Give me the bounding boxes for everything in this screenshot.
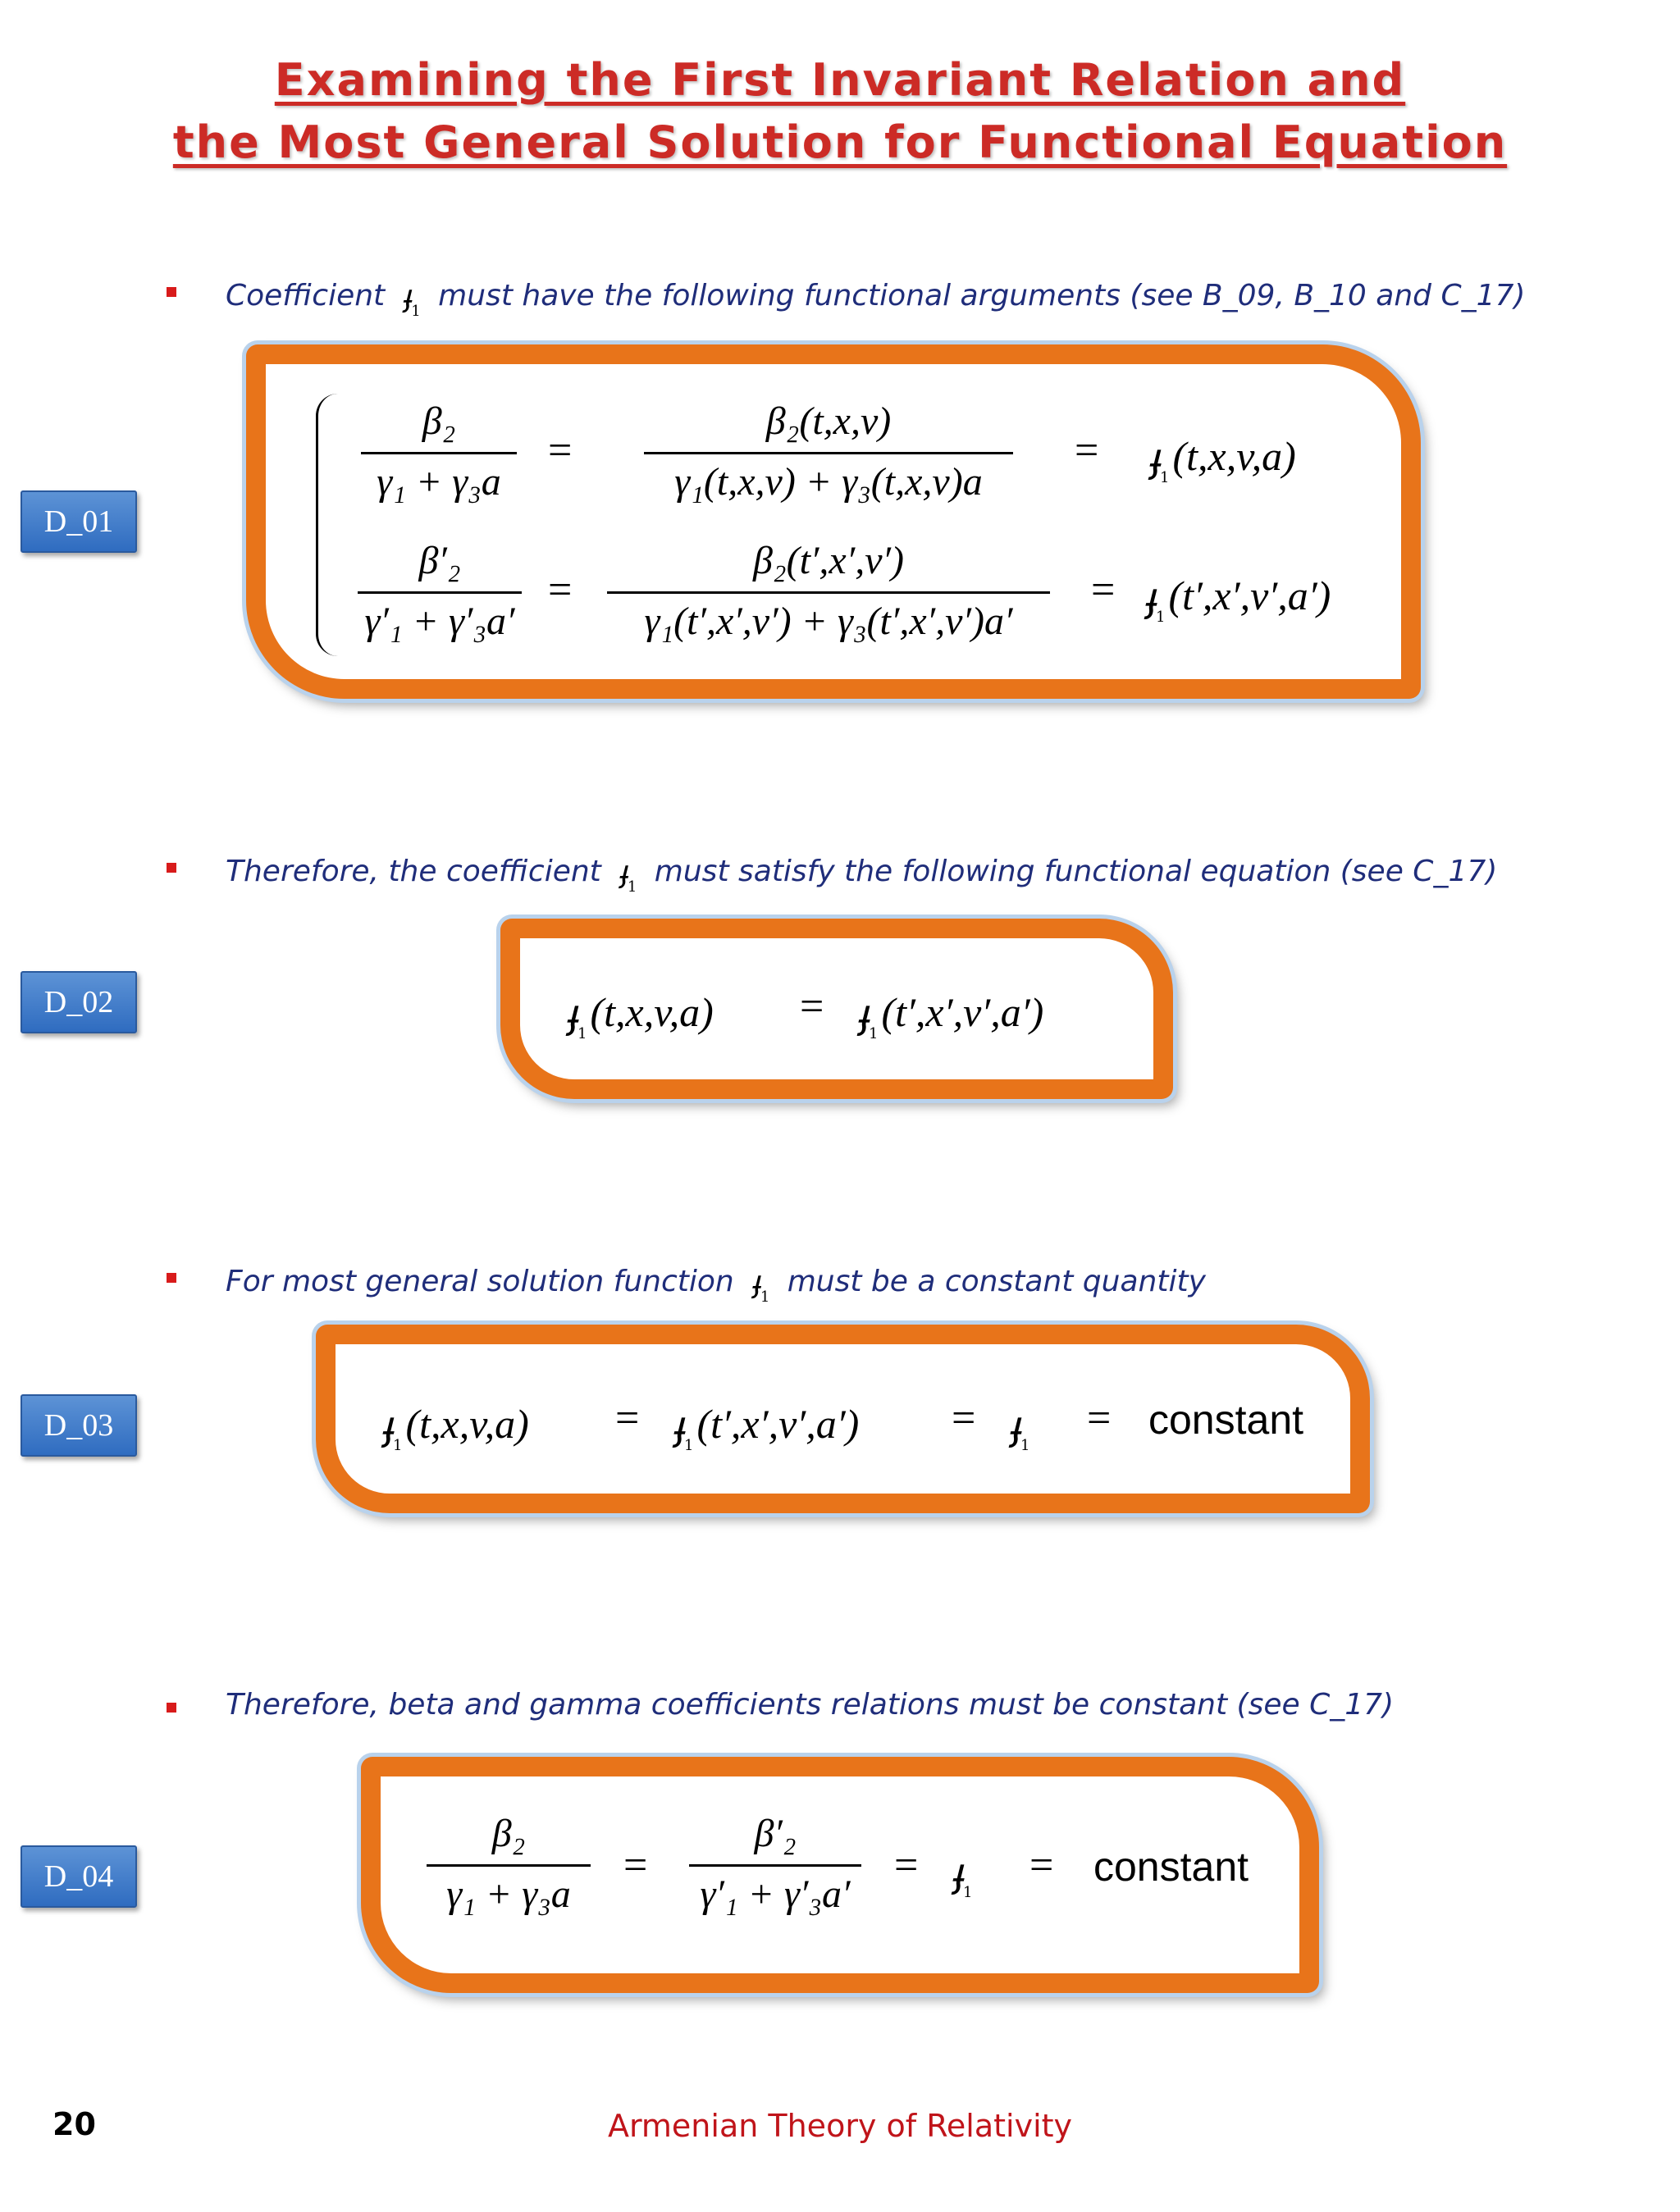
zeta-symbol: ֈ$_1$ [857,988,879,1042]
zeta-function-row1: ֈ$_1$(t,x,v,a) [1148,432,1296,486]
page-title-line-2: the Most General Solution for Functional Equation [172,116,1508,168]
equals-sign: = [952,1395,976,1442]
constant-label: constant [1148,1397,1304,1443]
equation-tag-d04[interactable]: D_04 [21,1845,137,1908]
zeta-symbol: ֈ$_1$ [751,1262,770,1306]
zeta-symbol: ֈ$_1$ [1009,1400,1030,1454]
zeta-symbol: ֈ$_1$ [1148,432,1170,486]
equation-tag-d03[interactable]: D_03 [21,1394,137,1457]
zeta-symbol: ֈ$_1$ [619,852,637,896]
zeta-constant [952,1841,975,1901]
fraction-mid-row2: $\frac{\text{β₂(t′,x′,v′)}}{\text{γ₁(t′,x′,v′) + γ₃(t′,x′,v′)a′}}$ [607,538,1050,644]
equals-sign: = [615,1395,640,1442]
zeta-symbol: ֈ$_1$ [381,1400,403,1454]
bullet-marker [167,863,176,873]
footer-title: Armenian Theory of Relativity [607,2108,1073,2144]
zeta-symbol: ֈ$_1$ [673,1400,694,1454]
equals-sign: = [1029,1842,1054,1889]
zeta-symbol: ֈ$_1$ [952,1847,973,1901]
zeta-symbol: ֈ$_1$ [1144,572,1166,626]
fraction-lhs-row1: $\frac{\text{β₂}}{\text{γ₁ + γ₃a}}$ [361,399,517,504]
caption-d03: For most general solution function ֈ$_1$ must be a constant quantity [226,1262,1206,1306]
page-title-line-1: Examining the First Invariant Relation and [274,54,1406,106]
equation-tag-d02[interactable]: D_02 [21,971,137,1033]
equals-sign: = [623,1842,648,1889]
equals-sign: = [800,983,824,1030]
caption-text: Coefficient [226,279,386,312]
system-brace [316,394,338,656]
equals-sign: = [1075,427,1099,474]
fraction-mid: $\frac{\text{β′₂}}{\text{γ′₁ + γ′₃a′}}$ [689,1811,861,1917]
fraction-mid-row1: $\frac{\text{β₂(t,x,v)}}{\text{γ₁(t,x,v) + γ₃(t,x,v)a}}$ [644,399,1013,504]
zeta-function-row2: ֈ$_1$(t′,x′,v′,a′) [1144,572,1331,626]
equals-sign: = [548,567,573,613]
caption-text: must have the following functional arguments (see B_09, B_10 and C_17) [438,279,1526,312]
zeta-function-left: ֈ$_1$(t,x,v,a) [566,988,714,1042]
zeta-symbol: ֈ$_1$ [566,988,587,1042]
caption-d01 [226,272,1526,320]
zeta-symbol: ֈ$_1$ [402,276,421,320]
zeta-function-mid: ֈ$_1$(t′,x′,v′,a′) [673,1400,860,1454]
equals-sign: = [1091,567,1116,613]
equation-box-d01 [246,344,1421,699]
equals-sign: = [548,427,573,474]
fraction-lhs: $\frac{\text{β₂}}{\text{γ₁ + γ₃a}}$ [427,1811,591,1917]
equation-tag-d01[interactable]: D_01 [21,490,137,553]
equals-sign: = [1087,1395,1112,1442]
caption-d02: Therefore, the coefficient ֈ$_1$ must satisfy the following functional equation (see C_17) [226,852,1498,896]
bullet-marker [167,1703,176,1713]
bullet-marker [167,287,176,297]
fraction-lhs-row2: $\frac{\text{β′₂}}{\text{γ′₁ + γ′₃a′}}$ [358,538,522,644]
constant-label: constant [1093,1844,1249,1890]
bullet-marker [167,1273,176,1283]
caption-d04: Therefore, beta and gamma coefficients relations must be constant (see C_17) [226,1688,1395,1722]
zeta-function-right: ֈ$_1$(t′,x′,v′,a′) [857,988,1044,1042]
page-number: 20 [52,2106,96,2142]
zeta-constant [1009,1394,1033,1454]
zeta-function-left: ֈ$_1$(t,x,v,a) [381,1400,529,1454]
equals-sign: = [894,1842,919,1889]
